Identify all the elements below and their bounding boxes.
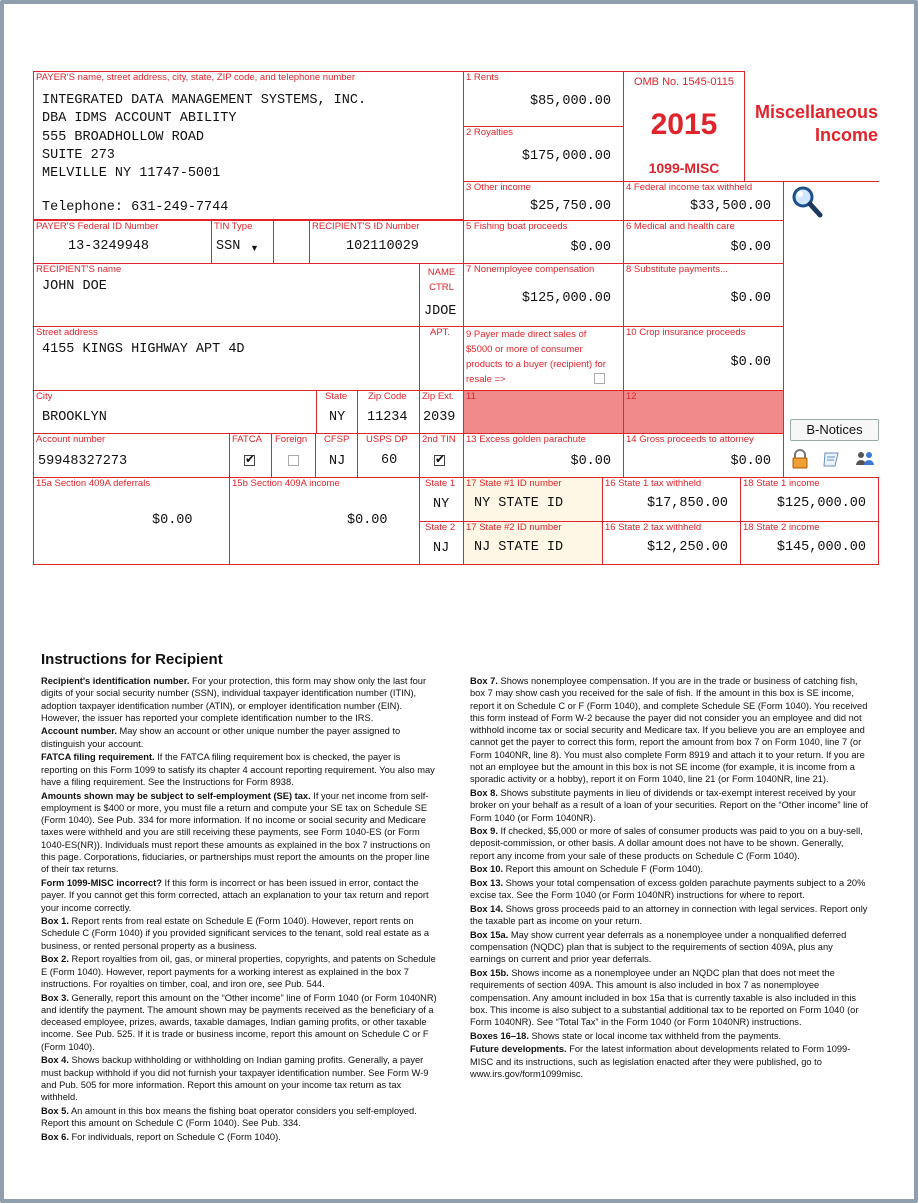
- instruction-paragraph: Box 8. Shows substitute payments in lieu of dividends or tax-exempt interest received by your broker on your behalf as a result of a loan of your securities. Report on the “Other income” line of Form 1040 (or Form 1040NR).: [470, 787, 868, 823]
- box-8-label: 8 Substitute payments...: [626, 264, 728, 275]
- instruction-paragraph: Box 3. Generally, report this amount on the “Other income” line of Form 1040 (or Form 1040NR) and identify the payment. The amount shown may be payments received as the beneficiary of a deceased employee, prizes, awards, taxable damages, Indian gaming profits, or other taxable income. See Pub. 525. If it is trade or business income, report this amount on Schedule C or F (Form 1040).: [41, 992, 437, 1052]
- instruction-paragraph: Form 1099-MISC incorrect? If this form is incorrect or has been issued in error, contact the payer. If you cannot get this form corrected, attach an explanation to your tax return and report your income correctly.: [41, 877, 429, 913]
- box-4-federal-tax[interactable]: [623, 181, 784, 221]
- recipient-id-label: RECIPIENT'S ID Number: [312, 221, 420, 232]
- box-12: [623, 390, 784, 434]
- instruction-paragraph: Boxes 16–18. Shows state or local income tax withheld from the payments.: [470, 1030, 782, 1041]
- state-label: State: [325, 391, 348, 402]
- instruction-paragraph: Recipient's identification number. For your protection, this form may show only the last four digits of your social security number (SSN), individual taxpayer identification number (ITIN), adoption taxpayer identification number (ATIN), or employer identification number (EIN). However, the issuer has reported your complete identification number to the IRS.: [41, 676, 427, 723]
- zip-code-value: 11234: [367, 410, 408, 425]
- fatca-label: FATCA: [232, 434, 262, 445]
- payer-line-5: MELVILLE NY 11747-5001: [42, 166, 221, 181]
- zip-code-label: Zip Code: [368, 391, 407, 402]
- box-14-label: 14 Gross proceeds to attorney: [626, 434, 754, 445]
- form-title-line-1: Miscellaneous: [754, 102, 878, 122]
- payer-federal-id-label: PAYER'S Federal ID Number: [36, 221, 159, 232]
- box-2-label: 2 Royalties: [466, 127, 513, 138]
- second-tin-box[interactable]: [419, 433, 464, 478]
- name-ctrl-label: NAME CTRL: [427, 267, 456, 293]
- instruction-paragraph: Box 2. Report royalties from oil, gas, or mineral properties, copyrights, and patents on Schedule E (Form 1040). However, report payments for a working interest as explained in the box 7 instructions. For royalties on timber, coal, and iron ore, see Pub. 544.: [41, 954, 436, 989]
- box-4-label: 4 Federal income tax withheld: [626, 182, 753, 193]
- payer-info-box[interactable]: [33, 71, 464, 220]
- instruction-paragraph: Box 6. For individuals, report on Schedule C (Form 1040).: [41, 1131, 281, 1142]
- state-1-id-label: 17 State #1 ID number: [466, 478, 562, 489]
- box-10-crop-insurance[interactable]: [623, 326, 784, 391]
- instruction-paragraph: Future developments. For the latest information about developments related to Form 1099-MISC and its instructions, such as legislation enacted after they were published, go to www.irs.gov/form1099misc.: [470, 1044, 851, 1079]
- city-box[interactable]: [33, 390, 317, 434]
- state-2-value: NJ: [433, 541, 450, 556]
- check-icon: ✔: [435, 452, 446, 466]
- zip-ext-box[interactable]: [419, 390, 464, 434]
- check-icon: ✔: [245, 452, 256, 466]
- box-1-rents[interactable]: [463, 71, 624, 127]
- box-9-checkbox[interactable]: [594, 373, 605, 384]
- state-1-income-label: 18 State 1 income: [743, 478, 820, 489]
- recipient-name-box[interactable]: [33, 263, 420, 327]
- box-1-value: $85,000.00: [529, 94, 611, 109]
- box-11-label: 11: [466, 391, 476, 402]
- state-2-income-label: 18 State 2 income: [743, 522, 820, 533]
- foreign-box[interactable]: [271, 433, 316, 478]
- state-2-income-box[interactable]: [740, 521, 879, 565]
- box-12-label: 12: [626, 391, 637, 402]
- instruction-paragraph: Box 7. Shows nonemployee compensation. If you are in the trade or business of catching fish, box 7 may show cash you received for the sale of fish. If the amount in this box is SE income, report it on Schedule C or F (Form 1040), and complete Schedule SE (Form 1040). You received this form instead of Form W-2 because the payer did not consider you an employee and did not withhold income tax or social security and Medicare tax. If you believe you are an employee and cannot get the payer to correct this form, report the amount from box 7 on Form 1040, line 7 (or Form 1040NR, line 8). You must also complete Form 8919 and attach it to your return. If you are not an employee but the amount in this box is not SE income (for example, it is income from a sporadic activity or a hobby), report it on Form 1040, line 21 (or Form 1040NR, line 21).: [470, 676, 868, 785]
- cfsp-box[interactable]: [315, 433, 358, 478]
- box-13-label: 13 Excess golden parachute: [466, 434, 586, 445]
- state-1-tax-box[interactable]: [602, 477, 741, 522]
- fatca-checkbox[interactable]: [244, 452, 256, 466]
- tin-type-box[interactable]: [211, 220, 274, 264]
- state-1-tax-value: $17,850.00: [646, 496, 728, 511]
- state-1-tax-label: 16 State 1 tax withheld: [605, 478, 702, 489]
- street-address-value: 4155 KINGS HIGHWAY APT 4D: [42, 342, 245, 357]
- box-15b-label: 15b Section 409A income: [232, 478, 340, 489]
- box-6-medical[interactable]: [623, 220, 784, 264]
- payer-info-label: PAYER'S name, street address, city, state, ZIP code, and telephone number: [36, 72, 356, 83]
- state-2-tax-value: $12,250.00: [646, 540, 728, 555]
- box-15b-409a-income[interactable]: [229, 477, 420, 565]
- name-ctrl-box[interactable]: [419, 263, 464, 327]
- usps-dp-value: 60: [381, 453, 398, 468]
- payer-federal-id-box[interactable]: [33, 220, 212, 264]
- box-14-value: $0.00: [730, 454, 771, 469]
- instruction-paragraph: Box 4. Shows backup withholding or withholding on Indian gaming profits. Generally, a payer must backup withhold if you did not furnish your taxpayer identification number. See Form W-9 and Pub. 505 for more information. Report this amount on your income tax return as tax withheld.: [41, 1055, 429, 1103]
- cfsp-label: CFSP: [324, 434, 350, 445]
- chevron-down-icon[interactable]: ▼: [250, 243, 259, 253]
- street-address-label: Street address: [36, 327, 98, 338]
- box-7-nonemployee-comp[interactable]: [463, 263, 624, 327]
- box-9-direct-sales[interactable]: [463, 326, 624, 391]
- payer-federal-id-value: 13-3249948: [68, 239, 150, 254]
- box-10-value: $0.00: [730, 355, 771, 370]
- payer-line-2: DBA IDMS ACCOUNT ABILITY: [42, 111, 237, 126]
- instruction-paragraph: Amounts shown may be subject to self-employment (SE) tax. If your net income from self-employment is $400 or more, you must file a return and compute your SE tax on Schedule SE (Form 1040). See Pub. 334 for more information. If no income or social security and Medicare taxes were withheld and you are still receiving these payments, see Form 1040-ES (or Form 1040-ES(NR)). Individuals must report these amounts as explained in the box 7 instructions on this page. Corporations, fiduciaries, or partnerships must report the amounts on the proper line of their tax returns.: [41, 790, 431, 875]
- instruction-paragraph: Box 9. If checked, $5,000 or more of sales of consumer products was paid to you on a buy-sell, deposit-commission, or other basis. A dollar amount does not have to be shown. Generally, report any income from your sale of these products on Schedule C (Form 1040).: [470, 826, 863, 861]
- box-6-label: 6 Medical and health care: [626, 221, 735, 232]
- payer-telephone: Telephone: 631-249-7744: [42, 200, 229, 215]
- zip-ext-label: Zip Ext.: [422, 391, 455, 402]
- state-2-id-box[interactable]: [463, 521, 603, 565]
- box-15a-label: 15a Section 409A deferrals: [36, 478, 151, 489]
- tin-type-value: SSN: [216, 239, 241, 254]
- instruction-paragraph: FATCA filing requirement. If the FATCA filing requirement box is checked, the payer is reporting on this Form 1099 to satisfy its chapter 4 account reporting requirement. You also may have a filing requirement. See the Instructions for Form 8938.: [41, 752, 435, 787]
- form-id-box: [623, 71, 745, 182]
- state-2-code-box[interactable]: [419, 521, 464, 565]
- search-icon[interactable]: [790, 185, 824, 219]
- second-tin-label: 2nd TIN: [422, 434, 456, 445]
- box-8-substitute-payments[interactable]: [623, 263, 784, 327]
- box-3-other-income[interactable]: [463, 181, 624, 221]
- account-number-value: 59948327273: [38, 454, 128, 469]
- box-8-value: $0.00: [730, 291, 771, 306]
- second-tin-checkbox[interactable]: [434, 452, 446, 466]
- box-5-label: 5 Fishing boat proceeds: [466, 221, 568, 232]
- state-1-income-box[interactable]: [740, 477, 879, 522]
- box-13-golden-parachute[interactable]: [463, 433, 624, 478]
- tax-year: 2015: [650, 108, 718, 141]
- instruction-paragraph: Box 15a. May show current year deferrals as a nonemployee under a nonqualified deferred compensation (NQDC) plan that is subject to the requirements of section 409A, plus any earnings on current and prior year deferrals.: [470, 929, 847, 965]
- state-1-code-box[interactable]: [419, 477, 464, 522]
- state-1-value: NY: [433, 497, 450, 512]
- state-2-id-label: 17 State #2 ID number: [466, 522, 562, 533]
- recipient-id-box[interactable]: [309, 220, 464, 264]
- lock-icon[interactable]: [790, 449, 810, 469]
- state-box[interactable]: [316, 390, 358, 434]
- tin-spacer-box: [273, 220, 310, 264]
- box-15a-value: $0.00: [152, 513, 193, 528]
- box-3-value: $25,750.00: [529, 199, 611, 214]
- box-1-label: 1 Rents: [466, 72, 499, 83]
- recipient-name-value: JOHN DOE: [42, 279, 107, 294]
- usps-dp-label: USPS DP: [366, 434, 408, 445]
- city-value: BROOKLYN: [42, 410, 107, 425]
- box-9-label: 9 Payer made direct sales of $5000 or more of consumer products to a buyer (recipient) for resale =>: [466, 329, 606, 385]
- state-1-income-value: $125,000.00: [776, 496, 866, 511]
- foreign-label: Foreign: [275, 434, 308, 445]
- instructions-title: Instructions for Recipient: [41, 651, 223, 668]
- users-icon[interactable]: [854, 449, 876, 469]
- box-11: [463, 390, 624, 434]
- box-5-fishing-boat[interactable]: [463, 220, 624, 264]
- payer-line-3: 555 BROADHOLLOW ROAD: [42, 130, 205, 145]
- account-number-label: Account number: [36, 434, 106, 445]
- state-value: NY: [329, 410, 346, 425]
- box-2-value: $175,000.00: [521, 149, 611, 164]
- instruction-paragraph: Box 13. Shows your total compensation of excess golden parachute payments subject to a 20% excise tax. See the Form 1040 (or Form 1040NR) instructions for where to report.: [470, 877, 866, 901]
- instructions-left-column: [41, 675, 439, 1144]
- usps-dp-box[interactable]: [357, 433, 420, 478]
- zip-code-box[interactable]: [357, 390, 420, 434]
- instruction-paragraph: Box 14. Shows gross proceeds paid to an attorney in connection with legal services. Report only the taxable part as income on your return.: [470, 903, 868, 927]
- street-address-box[interactable]: [33, 326, 420, 391]
- box-2-royalties[interactable]: [463, 126, 624, 182]
- box-4-value: $33,500.00: [689, 199, 771, 214]
- instructions-right-column: [470, 675, 868, 1081]
- apt-box[interactable]: [419, 326, 464, 391]
- form-number: 1099-MISC: [648, 160, 720, 176]
- note-icon[interactable]: [822, 449, 842, 469]
- state-2-label: State 2: [425, 522, 456, 533]
- box-3-label: 3 Other income: [466, 182, 531, 193]
- box-7-label: 7 Nonemployee compensation: [466, 264, 595, 275]
- box-13-value: $0.00: [570, 454, 611, 469]
- apt-label: APT.: [430, 327, 451, 338]
- state-2-tax-box[interactable]: [602, 521, 741, 565]
- box-5-value: $0.00: [570, 240, 611, 255]
- city-label: City: [36, 391, 53, 402]
- tin-type-label: TIN Type: [214, 221, 253, 232]
- instruction-paragraph: Box 5. An amount in this box means the fishing boat operator considers you self-employed. Report this amount on Schedule C (Form 1040). See Pub. 334.: [41, 1105, 417, 1129]
- box-15a-409a-deferrals[interactable]: [33, 477, 230, 565]
- instruction-paragraph: Account number. May show an account or other unique number the payer assigned to distinguish your account.: [41, 726, 401, 749]
- account-number-box[interactable]: [33, 433, 230, 478]
- form-title-line-2: Income: [814, 125, 878, 145]
- zip-ext-value: 2039: [423, 410, 456, 425]
- name-ctrl-value: JDOE: [424, 304, 457, 319]
- recipient-id-value: 102110029: [346, 239, 419, 254]
- recipient-name-label: RECIPIENT'S name: [36, 264, 122, 275]
- box-15b-value: $0.00: [347, 513, 388, 528]
- box-7-value: $125,000.00: [521, 291, 611, 306]
- fatca-box[interactable]: [229, 433, 272, 478]
- payer-line-1: INTEGRATED DATA MANAGEMENT SYSTEMS, INC.: [42, 93, 367, 108]
- state-1-id-value: NY STATE ID: [474, 496, 564, 511]
- box-10-label: 10 Crop insurance proceeds: [626, 327, 746, 338]
- payer-line-4: SUITE 273: [42, 148, 115, 163]
- omb-number: OMB No. 1545-0115: [633, 76, 735, 88]
- foreign-checkbox[interactable]: [288, 455, 299, 466]
- box-6-value: $0.00: [730, 240, 771, 255]
- state-1-id-box[interactable]: [463, 477, 603, 522]
- state-2-id-value: NJ STATE ID: [474, 540, 564, 555]
- cfsp-value: NJ: [329, 454, 346, 469]
- box-14-attorney-proceeds[interactable]: [623, 433, 784, 478]
- instruction-paragraph: Box 1. Report rents from real estate on Schedule E (Form 1040). However, report rents on Schedule C (Form 1040) if you provided significant services to the tenant, sold real estate as a business, or rented personal property as a business.: [41, 916, 430, 951]
- state-1-label: State 1: [425, 478, 456, 489]
- b-notices-button[interactable]: B-Notices: [790, 419, 879, 441]
- state-2-income-value: $145,000.00: [776, 540, 866, 555]
- instruction-paragraph: Box 15b. Shows income as a nonemployee under an NQDC plan that does not meet the requirements of section 409A. This amount is also included in box 7 as nonemployee compensation. Any amount included in box 15a that is currently taxable is also included in this box. This income is also subject to a substantial additional tax to be reported on Form 1040 (or Form 1040NR). See “Total Tax” in the Form 1040 (or Form 1040NR) instructions.: [470, 967, 859, 1028]
- state-2-tax-label: 16 State 2 tax withheld: [605, 522, 702, 533]
- instruction-paragraph: Box 10. Report this amount on Schedule F (Form 1040).: [470, 864, 704, 875]
